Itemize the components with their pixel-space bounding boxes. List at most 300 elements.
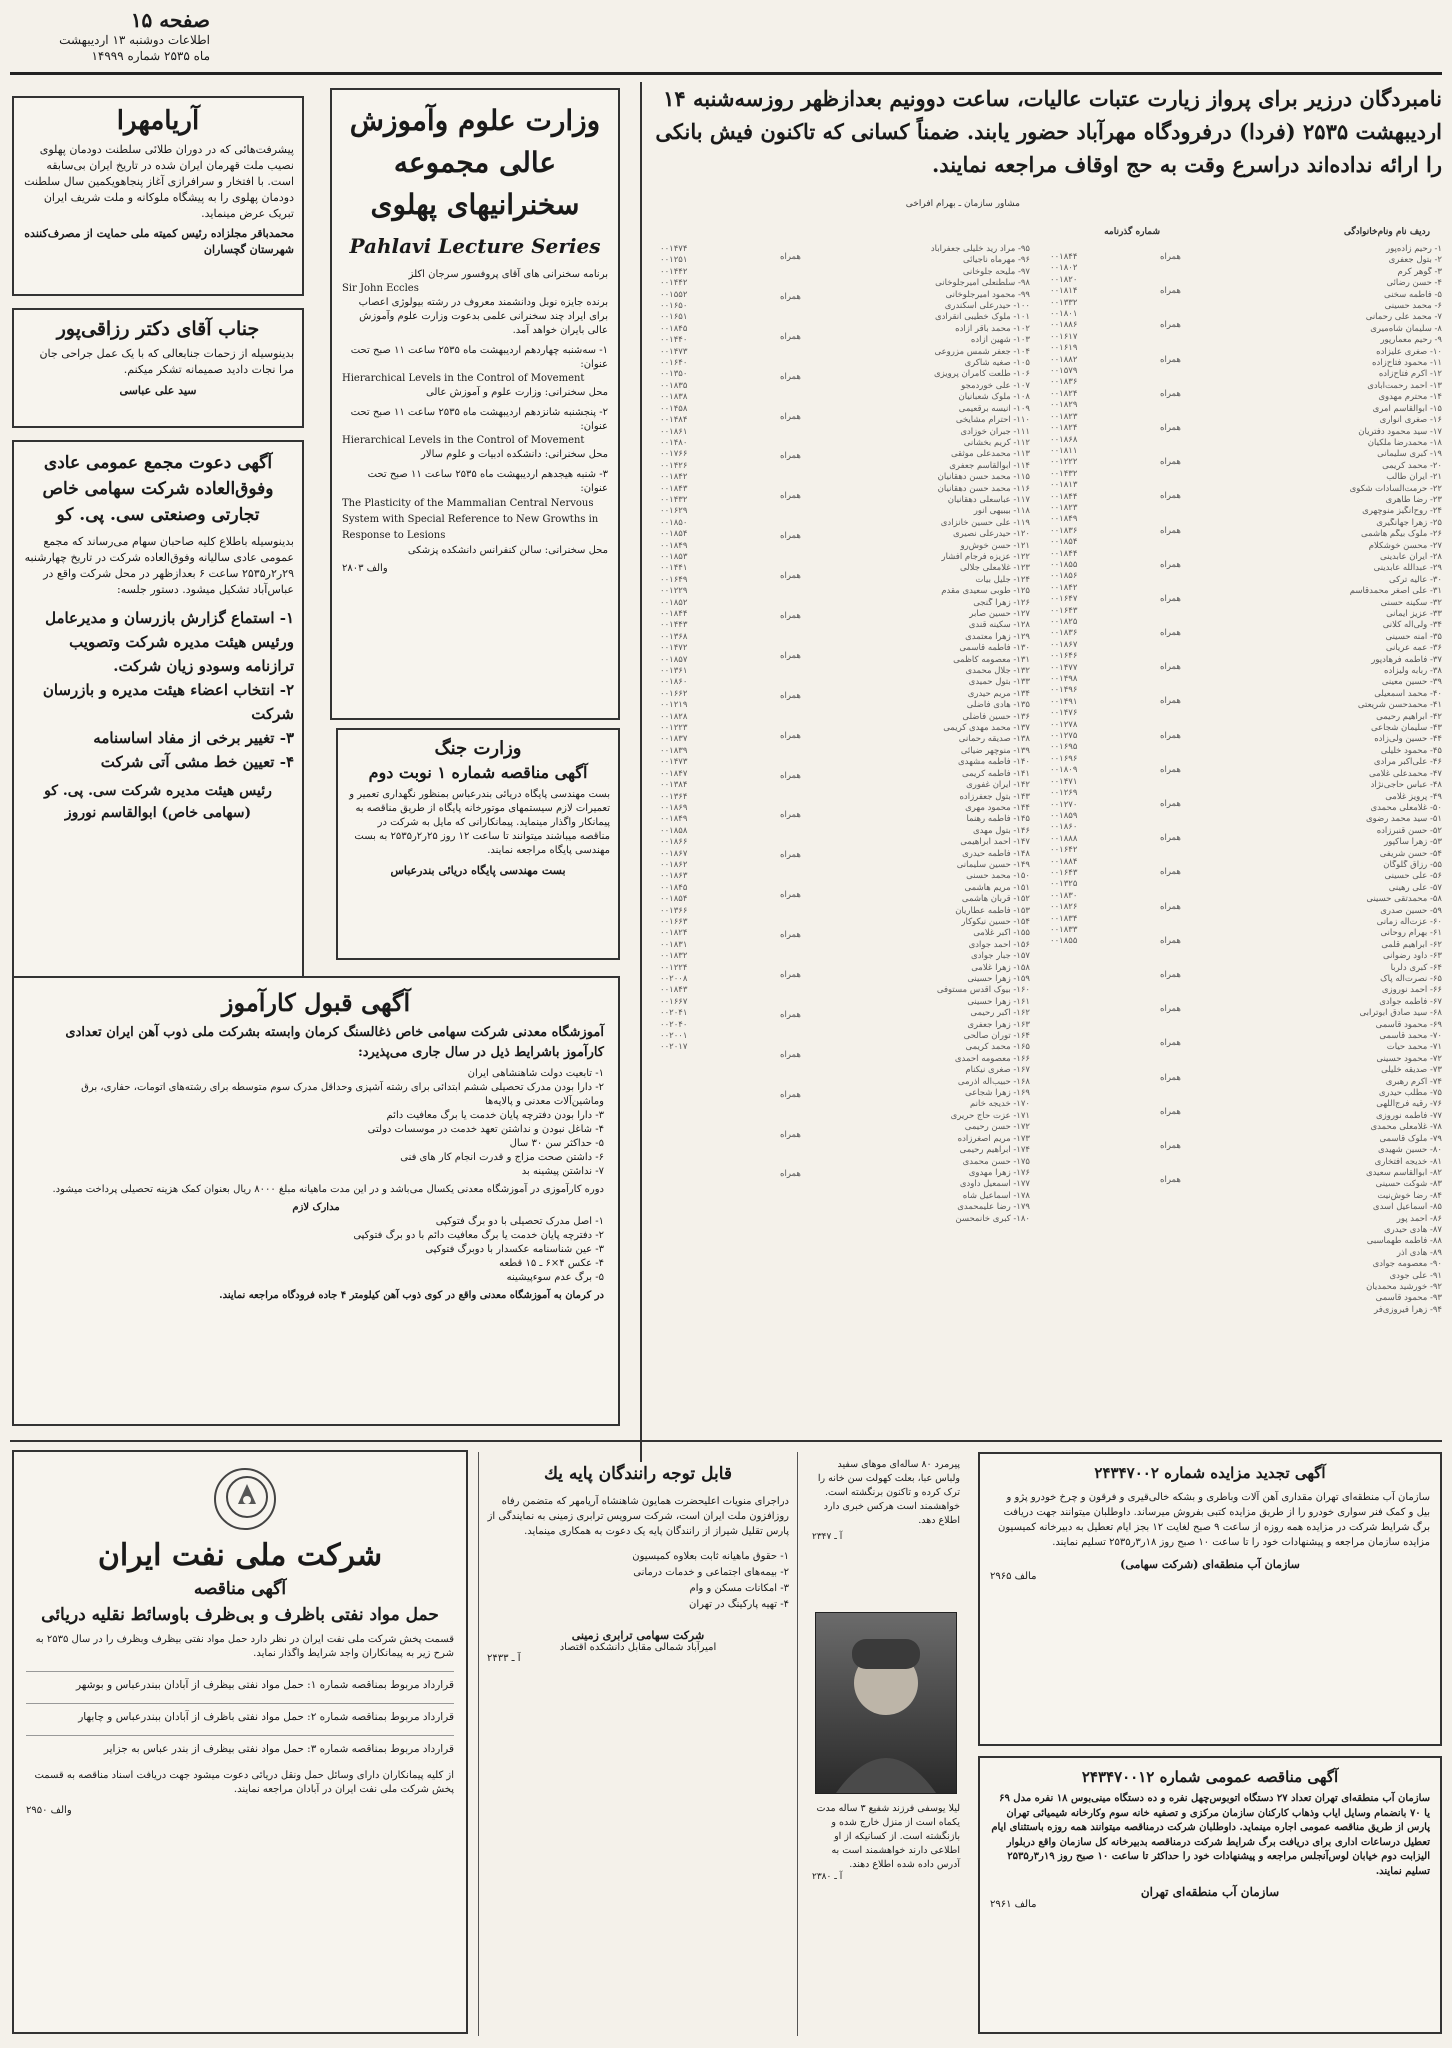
passport-number: ۰۰۱۸۳۳ (1050, 924, 1078, 935)
hajj-list-item: ۷۰- محمد قاسمی (1379, 1031, 1442, 1042)
drivers-item-4: ۴- تهیه پارکینگ در تهران (689, 1599, 789, 1610)
passport-number: ۰۰۱۳۶۶ (660, 905, 688, 916)
hajj-list-item: ۴۵- محمود خلیلی (1380, 745, 1442, 756)
hajj-list-item: ۳۴- ولی‌اله کلانی (1382, 620, 1442, 631)
hajj-list-item: ۵۰- غلامعلی محمدی (1370, 802, 1442, 813)
hajj-list-item: ۱۲۰- حیدرعلی نصیری (953, 529, 1030, 540)
drivers-ad (478, 1452, 798, 2036)
passport-number: ۰۰۱۳۵۰ (660, 369, 688, 380)
passport-number: ۰۰۱۸۴۳ (660, 985, 688, 996)
oil-item-3: قرارداد مربوط بمناقصه شماره ۳: حمل مواد نفتی بیظرف از بندر عباس به جزایر (26, 1735, 454, 1757)
hajj-list-item: ۸۱- خدیجه افتخاری (1374, 1156, 1442, 1167)
passport-number: ۰۰۱۸۵۶ (1050, 571, 1078, 582)
ministry-intro: برنده جایزه نوبل ودانشمند معروف در رشته بیولوژی اعصاب برای ایراد چند سخنرانی علمی بدعوت وزارت علوم وآموزش عالی بایران خواهد آمد. (358, 297, 608, 336)
hajj-list-item: ۲۴- روح‌انگیز منوچهری (1362, 506, 1442, 517)
passport-number: ۰۰۱۸۴۴ (1050, 252, 1078, 262)
assembly-item-2: ۲- انتخاب اعضاء هیئت مدیره و بازرسان شرکت (42, 681, 294, 723)
oil-ad-label: آگهی مناقصه (193, 1579, 287, 1599)
hajj-list-item: ۱۴۸- فاطمه حیدری (962, 848, 1030, 859)
passport-number: ۰۰۱۳۳۲ (1050, 297, 1078, 308)
passport-number: ۰۰۱۸۴۳ (660, 483, 688, 494)
hajj-list-item: ۵۴- حسن شریفی (1379, 848, 1442, 859)
companion-label: همراه (1160, 1038, 1181, 1049)
hajj-list-item: ۹۹- محمود امیرجلوخانی (945, 289, 1030, 300)
assembly-ad (12, 440, 304, 988)
companion-label: همراه (780, 1129, 801, 1140)
issue-number: ماه ۲۵۳۵ شماره ۱۴۹۹۹ (91, 49, 210, 63)
companion-label: همراه (780, 850, 801, 861)
ministry-speaker-fa: برنامه سخنرانی های آقای پروفسور سرجان اکلز (408, 269, 608, 280)
missing-caption: لیلا یوسفی فرزند شفیع ۳ ساله مدت یکماه است از منزل خارج شده و بازنگشته است. از کسانیکه از او اطلاعی دارند خواهشمند است به آدرس داده شده اطلاع دهند. (816, 1803, 960, 1870)
passport-number: ۰۰۱۶۴۹ (660, 574, 688, 585)
companion-label: همراه (1160, 628, 1181, 639)
apprentice-note: دوره کارآموزی در آموزشگاه معدنی یکسال می‌باشد و در این مدت ماهیانه مبلغ ۸۰۰۰ ریال بعنوان کمک هزینه تحصیلی پرداخت میشود. (52, 1184, 604, 1195)
hajj-list-item: ۲- بتول جعفری (1388, 255, 1442, 266)
hajj-list-item: ۱۶۳- زهرا جعفری (967, 1019, 1030, 1030)
hajj-list-item: ۱۲۵- طوبی سعیدی مقدم (941, 586, 1030, 597)
ministry-title: وزارت علوم وآموزش عالی مجموعه سخنرانیهای پهلوی (349, 104, 601, 221)
passport-number: ۰۰۱۸۸۶ (1050, 320, 1078, 331)
passport-number: ۰۰۱۸۲۴ (660, 928, 688, 939)
hajj-list-item: ۱۵۰- محمد حسنی (966, 871, 1030, 882)
passport-number: ۰۰۱۴۷۳ (660, 757, 688, 768)
hajj-names-mid (850, 244, 1030, 1225)
passport-number: ۰۰۱۶۲۹ (660, 506, 688, 517)
companion-label: همراه (780, 491, 801, 502)
hajj-col-header-passport: شماره گذرنامه (1104, 227, 1160, 237)
passport-number: ۰۰۱۸۱۱ (1050, 445, 1078, 456)
passport-number: ۰۰۱۸۴۹ (660, 540, 688, 551)
hajj-list-item: ۱۱۴- ابوالقاسم جعفری (949, 460, 1030, 471)
passport-number: ۰۰۱۸۶۷ (1050, 639, 1078, 650)
passport-number: ۰۰۱۸۲۳ (1050, 411, 1078, 422)
hajj-list-item: ۸۵- اسماعیل اسدی (1372, 1202, 1442, 1213)
hajj-list-item: ۱۵۶- احمد جوادی (968, 939, 1030, 950)
passport-number: ۰۰۱۳۲۵ (1050, 879, 1078, 890)
hajj-list-item: ۳۹- حسین معینی (1381, 677, 1442, 688)
hajj-list-item: ۱۲۲- عزیزه فرجام افشار (941, 551, 1030, 562)
passport-number: ۰۰۱۲۱۹ (660, 700, 688, 711)
hajj-names-right (1270, 244, 1442, 1316)
companion-label: همراه (1160, 901, 1181, 912)
passport-number: ۰۰۱۴۳۲ (660, 494, 688, 505)
hajj-list-item: ۱۵۴- حسین نیکوکار (961, 916, 1030, 927)
passport-number: ۰۰۱۳۶۸ (660, 631, 688, 642)
hajj-list-item: ۱۵۷- جبار جوادی (971, 951, 1030, 962)
passport-number: ۰۰۱۸۱۴ (1050, 286, 1078, 297)
passport-number: ۰۰۱۸۲۸ (660, 711, 688, 722)
passport-number: ۰۰۱۸۳۵ (660, 380, 688, 391)
hajj-list-item: ۴۴- حسین ولی‌زاده (1374, 734, 1442, 745)
passport-number: ۰۰۲۰۴۱ (660, 1008, 688, 1019)
passport-number: ۰۰۱۸۵۹ (1050, 810, 1078, 821)
passport-number: ۰۰۱۸۶۰ (660, 677, 688, 688)
apprentice-req-1: ۱- تابعیت دولت شاهنشاهی ایران (467, 1068, 604, 1079)
hajj-list-item: ۵۱- سید محمد رضوی (1365, 814, 1442, 825)
thanks-title: جناب آقای دکتر رزاقی‌پور (56, 318, 260, 340)
hajj-list-item: ۱۲۶- زهرا گنجی (973, 597, 1030, 608)
oil-code: والف ۲۹۵۰ (26, 1805, 72, 1816)
apprentice-docs-title: مدارک لازم (292, 1202, 340, 1213)
hajj-list-item: ۷۸- غلامعلی محمدی (1370, 1122, 1442, 1133)
hajj-list-item: ۱۶۱- زهرا حسینی (967, 996, 1030, 1007)
hajj-list-item: ۹۸- سلطنعلی امیرجلوخانی (935, 278, 1030, 289)
apprentice-req-2: ۲- دارا بودن مدرک تحصیلی ششم ابتدائی برای رشته آشپزی وحداقل مدرک سوم متوسطه برای رشته‌های اتومات، حفاری، برق وماشین‌آلات معدنی و پالایه‌ها (81, 1082, 604, 1107)
hajj-list-item: ۱۱۶- محمد حسن دهقانیان (937, 483, 1030, 494)
hajj-list-item: ۸۷- هادی حیدری (1384, 1224, 1442, 1235)
hajj-list-item: ۵۵- رزاق گلوگان (1383, 859, 1442, 870)
water-auction-code: مالف ۲۹۶۵ (990, 1571, 1037, 1582)
hajj-list-item: ۴- حسن رضائی (1386, 278, 1442, 289)
passport-number: ۰۰۱۷۶۶ (660, 449, 688, 460)
hajj-list-item: ۱۸- محمدرضا ملکیان (1367, 437, 1442, 448)
hajj-list-item: ۱۶۲- اکبر رحیمی (970, 1008, 1030, 1019)
lecture-2-title: Hierarchical Levels in the Control of Movement (342, 435, 585, 446)
hajj-list-item: ۴۸- عباس حاجی‌نژاد (1370, 780, 1442, 791)
hajj-list-item: ۱۰۴- جعفر شمس مزروعی (934, 346, 1030, 357)
apprentice-req-6: ۶- داشتن صحت مزاج و قدرت انجام کار های فنی (400, 1152, 604, 1163)
passport-number: ۰۰۱۸۳۴ (1050, 913, 1078, 924)
companion-label: همراه (1160, 593, 1181, 604)
lecture-3-title: The Plasticity of the Mammalian Central Nervous System with Special Reference to New Growths in Response to Lesions (342, 498, 599, 541)
passport-number: ۰۰۱۴۴۳ (660, 620, 688, 631)
lecture-1-place: محل سخنرانی: وزارت علوم و آموزش عالی (426, 387, 608, 398)
lecture-3-time: ۳- شنبه هیجدهم اردیبهشت ماه ۲۵۳۵ ساعت ۱۱ صبح تحت عنوان: (367, 469, 608, 494)
hajj-list-item: ۱۴۴- محمود مهری (965, 802, 1030, 813)
hajj-list-item: ۱۱- محمود فتاح‌زاده (1372, 358, 1442, 369)
hajj-list-item: ۱۴۵- فاطمه رهنما (966, 814, 1030, 825)
hajj-list-item: ۱۹- کبری سلیمانی (1377, 449, 1442, 460)
oil-item-2: قرارداد مربوط بمناقصه شماره ۲: حمل مواد نفتی باظرف از آبادان ببندرعباس و چابهار (26, 1703, 454, 1725)
missing-code-2: آ ـ ۲۳۸۰ (812, 1872, 843, 1882)
hajj-list-item: ۶۰- عزت‌اله زمانی (1376, 916, 1442, 927)
drivers-signer: شرکت سهامی ترابری زمینی (571, 1629, 705, 1642)
companion-label: همراه (780, 970, 801, 981)
issue-date: اطلاعات دوشنبه ۱۳ اردیبهشت (59, 33, 210, 47)
passport-number: ۰۰۱۴۷۳ (660, 346, 688, 357)
passport-number: ۰۰۱۶۵۱ (660, 312, 688, 323)
hajj-list-item: ۱۴۲- ایران غفوری (966, 780, 1030, 791)
passport-number: ۰۰۱۸۳۲ (660, 951, 688, 962)
hajj-list-item: ۹- رحیم معمارپور (1380, 335, 1442, 346)
passport-number: ۰۰۱۵۵۲ (660, 289, 688, 300)
water-tender-title: آگهی مناقصه عمومی شماره ۲۴۳۴۷۰۰۱۲ (1081, 1768, 1339, 1786)
hajj-list-item: ۶۳- داود رضوانی (1383, 951, 1442, 962)
hajj-list-item: ۳۲- سکینه حسنی (1380, 597, 1442, 608)
hajj-list-item: ۸۸- فاطمه طهماسبی (1366, 1236, 1442, 1247)
war-signer: بست مهندسی پایگاه دریائی بندرعباس (390, 864, 566, 877)
hajj-advisor: مشاور سازمان ـ بهرام افراخی (905, 199, 1020, 209)
passport-number: ۰۰۱۴۴۰ (660, 335, 688, 346)
hajj-list-item: ۱۰۸- ملوک شعبانیان (958, 392, 1030, 403)
hajj-list-item: ۱۵۸- زهرا غلامی (971, 962, 1030, 973)
companion-label: همراه (1160, 833, 1181, 844)
passport-number: ۰۰۱۸۴۴ (1050, 491, 1078, 502)
water-auction-ad (978, 1452, 1442, 1746)
companion-label: همراه (780, 611, 801, 622)
passport-number: ۰۰۱۸۳۶ (1050, 525, 1078, 536)
companion-label: همراه (780, 930, 801, 941)
hajj-list-item: ۳۱- علی اصغر محمدقاسم (1349, 586, 1442, 597)
passport-number: ۰۰۱۴۷۶ (1050, 708, 1078, 719)
hajj-list-item: ۱۱۵- محمد حسن دهقانیان (937, 472, 1030, 483)
hajj-list-item: ۳۶- عمه عریانی (1385, 643, 1442, 654)
passport-number: ۰۰۱۸۲۵ (1050, 617, 1078, 627)
passport-number: ۰۰۱۸۴۹ (1050, 514, 1078, 525)
companion-label: همراه (1160, 662, 1181, 673)
hajj-list-item: ۷۷- فاطمه نوروزی (1375, 1110, 1442, 1121)
hajj-list-item: ۱۳۳- بتول حمیدی (968, 677, 1030, 688)
hajj-list-item: ۱۰۱- ملوک خطیبی انقرادی (934, 312, 1030, 323)
companion-label: همراه (1160, 1072, 1181, 1083)
apprentice-req-3: ۳- دارا بودن دفترچه پایان خدمت یا برگ معافیت دائم (386, 1110, 604, 1121)
hajj-list-item: ۶۶- احمد نوروزی (1381, 985, 1442, 996)
water-tender-code: مالف ۲۹۶۱ (990, 1899, 1037, 1910)
nioc-emblem-icon (214, 1468, 276, 1530)
passport-number: ۰۰۱۸۳۹ (660, 745, 688, 756)
passport-number: ۰۰۲۰۰۱ (660, 1031, 688, 1042)
hajj-list-item: ۱۴۱- فاطمه کریمی (962, 768, 1030, 779)
hajj-list-item: ۱۲۱- حسن خوش‌رو (960, 540, 1030, 551)
companion-label: همراه (1160, 320, 1181, 331)
missing-ad (806, 1452, 966, 2036)
hajj-list-item: ۵۲- حسن قنبرزاده (1376, 825, 1442, 836)
companion-label: همراه (1160, 252, 1181, 262)
hajj-list-item: ۶۴- کبری دلربا (1390, 962, 1442, 973)
companion-label: همراه (780, 371, 801, 382)
hajj-list-item: ۱۷۰- خدیجه خانم (970, 1099, 1030, 1110)
passport-number: ۰۰۱۲۷۵ (1050, 731, 1078, 742)
passport-number: ۰۰۱۸۲۳ (1050, 502, 1078, 513)
hajj-list-item: ۲۱- ایران طالب (1386, 472, 1442, 483)
drivers-address: امیرآباد شمالی مقابل دانشکده اقتصاد (559, 1642, 717, 1653)
passport-number: ۰۰۱۸۵۲ (660, 597, 688, 608)
hajj-list-item: ۱۷۹- رضا علیمحمدی (957, 1202, 1030, 1213)
passport-number: ۰۰۱۸۴۴ (1050, 548, 1078, 559)
hajj-list-item: ۸۰- حسین شهیدی (1377, 1145, 1442, 1156)
drivers-title: قابل توجه رانندگان پایه یك (543, 1464, 732, 1484)
passport-number: ۰۰۱۸۳۶ (1050, 377, 1078, 388)
hajj-list-item: ۸۹- هادی آذر (1396, 1247, 1442, 1258)
passport-number: ۰۰۱۳۶۱ (660, 666, 688, 677)
passport-number: ۰۰۱۸۰۲ (1050, 263, 1078, 274)
apprentice-req-4: ۴- شاغل نبودن و نداشتن تعهد خدمت در موسسات دولتی (367, 1124, 604, 1135)
passport-number: ۰۰۱۸۰۱ (1050, 309, 1078, 320)
hajj-list-item: ۵۸- محمدتقی حسینی (1366, 894, 1442, 905)
section-rule (10, 1440, 1442, 1442)
companion-label: همراه (780, 890, 801, 901)
passport-number: ۰۰۱۴۷۲ (660, 643, 688, 654)
hajj-list-item: ۱۶- صغری انواری (1379, 415, 1442, 426)
hajj-list-item: ۱۲۹- زهرا معتمدی (965, 631, 1030, 642)
passport-number: ۰۰۱۴۹۱ (1050, 696, 1078, 707)
hajj-list-item: ۹۶- مهرماه ناجیائی (963, 255, 1030, 266)
hajj-list-item: ۶- محمد حسینی (1384, 301, 1442, 312)
hajj-list-item: ۱۰۰- حیدرعلی اسکندری (944, 301, 1030, 312)
oil-brand: شرکت ملی نفت ایران (97, 1538, 383, 1573)
drivers-body: دراجرای منویات اعلیحضرت همایون شاهنشاه آریامهر که متضمن رفاه روزافزون ملت ایران است، شرکت سرویس ترابری زمینی به نمایندگی از پارس تقلیل شیراز از رانندگان پایه یک دعوت به همکاری مینماید. (487, 1496, 789, 1537)
hajj-list-item: ۹۰- معصومه جوادی (1372, 1259, 1442, 1270)
passport-number: ۰۰۱۸۲۰ (1050, 274, 1078, 285)
passport-number: ۰۰۱۸۰۹ (1050, 765, 1078, 776)
column-rule (640, 82, 642, 1462)
hajj-list-item: ۱۱۲- کریم بخشانی (963, 437, 1030, 448)
passport-number: ۰۰۱۶۹۵ (1050, 742, 1078, 753)
passport-number: ۰۰۱۸۴۲ (660, 472, 688, 483)
hajj-list-item: ۱۳۵- هادی فاضلی (966, 700, 1030, 711)
passport-number: ۰۰۱۸۲۶ (1050, 902, 1078, 913)
passport-number: ۰۰۱۲۲۲ (1050, 457, 1078, 468)
companion-label: همراه (780, 451, 801, 462)
assembly-item-1: ۱- استماع گزارش بازرسان و مدیرعامل ورئیس هیئت مدیره شرکت وتصویب ترازنامه وسودو زیان شرکت. (45, 609, 294, 675)
war-ad (336, 728, 620, 960)
passport-number: ۰۰۱۴۵۸ (660, 403, 688, 414)
passport-number: ۰۰۱۸۵۳ (660, 551, 688, 562)
oil-intro: قسمت پخش شرکت ملی نفت ایران در نظر دارد حمل مواد نفتی بیظرف وبظرف را در سال ۲۵۳۵ به شرح زیر به پیمانکاران واجد شرایط واگذار نماید. (35, 1634, 454, 1659)
hajj-list-item: ۱۲۳- غلامعلی جلالی (959, 563, 1030, 574)
hajj-list-item: ۱۴۰- فاطمه مشهدی (957, 757, 1030, 768)
passport-number: ۰۰۱۸۲۹ (1050, 400, 1078, 411)
companion-label: همراه (1160, 491, 1181, 502)
hajj-list-item: ۱۳۰- فاطمه قاسمی (959, 643, 1030, 654)
passport-number: ۰۰۱۴۸۴ (660, 415, 688, 426)
companion-label: همراه (1160, 286, 1181, 297)
companion-label: همراه (780, 810, 801, 821)
companion-label: همراه (1160, 935, 1181, 946)
passport-number: ۰۰۱۴۷۴ (660, 244, 688, 254)
companion-label: همراه (780, 770, 801, 781)
ministry-code: والف ۲۸۰۳ (342, 563, 388, 574)
water-tender-body: سازمان آب منطقه‌ای تهران تعداد ۲۷ دستگاه اتوبوس‌چهل نفره و ده دستگاه مینی‌بوس ۱۸ نفره مدل ۶۹ یا ۷۰ بانضمام وسایل ایاب وذهاب کارکنان سازمان مرکزی و تصفیه خانه سوم وکارخانه شیمیائی تهران پارس از طریق مناقصه عمومی اجاره مینماید. داوطلبان شرکت درمناقصه میتوانند همه روزه باستثنای ایام تعطیل درساعات اداری برای دریافت برگ شرایط شرکت درمناقصه بدبیرخانه کل سازمان واقع دربلوار الیزابت دوم خیابان لوس‌آنجلس مراجعه و پیشنهادات خود را حداکثر تا ساعت ۱۰ صبح روز ۱۹ر۳ر۲۵۳۵ تسلیم نمایند. (991, 1793, 1430, 1877)
companion-label: همراه (1160, 1175, 1181, 1186)
passport-number: ۰۰۱۸۶۹ (660, 802, 688, 813)
companion-label: همراه (780, 411, 801, 422)
passport-number: ۰۰۱۴۴۲ (660, 266, 688, 277)
hajj-list-item: ۱۶۵- محمد کریمی (965, 1042, 1030, 1053)
ministry-subtitle: Pahlavi Lecture Series (349, 234, 601, 258)
hajj-companion-mid (780, 252, 840, 1209)
lecture-1-time: ۱- سه‌شنبه چهاردهم اردیبهشت ماه ۲۵۳۵ ساعت ۱۱ صبح تحت عنوان: (350, 345, 608, 370)
hajj-list-item: ۱۰۹- انیسه برقعیمی (958, 403, 1030, 414)
hajj-list-item: ۲۹- عبدالله عابدینی (1373, 563, 1442, 574)
hajj-list-item: ۱۶۶- معصومه احمدی (954, 1053, 1030, 1064)
hajj-list-item: ۱۶۰- بیوک اقدس مستوفی (936, 985, 1030, 996)
passport-number: ۰۰۱۸۶۷ (660, 848, 688, 859)
passport-number: ۰۰۱۲۲۹ (660, 586, 688, 597)
hajj-list-item: ۱۶۷- صغری نیکنام (965, 1065, 1030, 1076)
passport-number: ۰۰۱۸۱۳ (1050, 480, 1078, 491)
companion-label: همراه (780, 1049, 801, 1060)
companion-label: همراه (1160, 457, 1181, 468)
hajj-list-item: ۱۷۷- اسمعیل داودی (959, 1179, 1030, 1190)
hajj-list-item: ۱۷۴- ابراهیم رحیمی (959, 1145, 1030, 1156)
assembly-title: آگهی دعوت مجمع عمومی عادی وفوق‌العاده شرکت سهامی خاص تجارتی وصنعتی سی. پی. کو (42, 453, 274, 525)
hajj-list-item: ۱۴۶- بتول مهدی (972, 825, 1030, 836)
passport-number: ۰۰۱۲۲۳ (660, 723, 688, 734)
passport-number: ۰۰۲۰۱۷ (660, 1042, 688, 1053)
companion-label: همراه (780, 331, 801, 342)
companion-label: همراه (780, 650, 801, 661)
hajj-list-item: ۷۲- محمود حسینی (1376, 1053, 1442, 1064)
companion-label: همراه (780, 531, 801, 542)
apprentice-req-7: ۷- نداشتن پیشینه بد (521, 1166, 604, 1177)
companion-label: همراه (780, 1009, 801, 1020)
passport-number: ۰۰۱۸۶۸ (1050, 434, 1078, 445)
companion-label: همراه (780, 1089, 801, 1100)
hajj-list-item: ۱۳- احمد رحمت‌آبادی (1367, 380, 1442, 391)
hajj-list-item: ۱۷۳- مریم اصغرزاده (957, 1133, 1030, 1144)
hajj-list-item: ۳۸- ربابه ولیزاده (1384, 666, 1442, 677)
passport-number: ۰۰۱۲۷۰ (1050, 799, 1078, 810)
water-auction-title: آگهی تجدید مزایده شماره ۲۴۳۴۷۰۰۲ (1094, 1464, 1326, 1482)
hajj-list-item: ۲۰- محمد کریمی (1382, 460, 1442, 471)
missing-body: پیرمرد ۸۰ ساله‌ای موهای سفید ولباس عبا، بعلت کهولت سن خانه را ترک کرده و تاکنون برنگشته است. خواهشمند است هرکس خبری دارد اطلاع دهد. (817, 1459, 960, 1526)
passport-number: ۰۰۱۸۴۷ (660, 768, 688, 779)
hajj-list-item: ۵۷- علی رهینی (1388, 882, 1442, 893)
companion-label: همراه (780, 291, 801, 302)
hajj-list-item: ۱۸۰- کبری خانمحسن (955, 1213, 1030, 1224)
passport-number: ۰۰۱۸۴۹ (660, 814, 688, 825)
hajj-list-item: ۸۶- احمد پور (1396, 1213, 1442, 1224)
hajj-list-item: ۱۱۱- جبران خوزادی (960, 426, 1030, 437)
passport-number: ۰۰۱۸۶۳ (660, 871, 688, 882)
hajj-list-item: ۵- فاطمه سخنی (1383, 289, 1442, 300)
hajj-list-item: ۴۲- ابراهیم رحیمی (1376, 711, 1442, 722)
hajj-list-item: ۱۶۸- حبیب‌اله آذرمی (957, 1076, 1030, 1087)
hajj-list-item: ۲۸- ایران عابدینی (1380, 551, 1442, 562)
hajj-list-item: ۵۹- حسین صدری (1380, 905, 1442, 916)
apprentice-doc-1: ۱- اصل مدرک تحصیلی با دو برگ فتوکپی (435, 1216, 604, 1227)
hajj-list-item: ۲۳- رضا طاهری (1385, 494, 1442, 505)
passport-number: ۰۰۱۸۶۱ (660, 426, 688, 437)
passport-number: ۰۰۱۸۴۵ (660, 323, 688, 334)
companion-label: همراه (1160, 1106, 1181, 1117)
passport-number: ۰۰۱۸۲۴ (1050, 423, 1078, 434)
passport-number: ۰۰۲۰۰۸ (660, 974, 688, 984)
hajj-list-item: ۱۶۴- توران صالحی (963, 1031, 1030, 1042)
passport-number: ۰۰۱۶۵۰ (660, 301, 688, 312)
passport-number: ۰۰۱۳۸۴ (660, 780, 688, 791)
hajj-list-item: ۱۷۱- عزت حاج حریری (950, 1110, 1030, 1121)
hajj-list-item: ۱۷۲- حسن رحیمی (964, 1122, 1030, 1133)
hajj-list-item: ۱۲- اکرم فتاح‌زاده (1378, 369, 1442, 380)
hajj-list-item: ۱۰۷- علی خوردمجو (961, 380, 1030, 391)
lecture-2-time: ۲- پنجشنبه شانزدهم اردیبهشت ماه ۲۵۳۵ ساعت ۱۱ صبح تحت عنوان: (350, 407, 608, 432)
hajj-list-item: ۱۱۰- احترام مشایخی (955, 415, 1030, 426)
companion-label: همراه (780, 690, 801, 701)
hajj-list-item: ۷۳- صدیقه خلیلی (1381, 1065, 1442, 1076)
war-subtitle: آگهی مناقصه شماره ۱ نوبت دوم (368, 763, 588, 782)
hajj-list-item: ۱۷۵- حسن محمدی (962, 1156, 1030, 1167)
drivers-item-2: ۲- بیمه‌های اجتماعی و خدمات درمانی (633, 1567, 789, 1578)
companion-label: همراه (1160, 867, 1181, 878)
passport-number: ۰۰۱۶۴۶ (1050, 651, 1078, 662)
hajj-list-item: ۹۲- خورشید محمدیان (1366, 1281, 1442, 1292)
hajj-list-item: ۵۳- زهرا ساکپور (1384, 837, 1442, 848)
apprentice-subtitle: آموزشگاه معدنی شرکت سهامی خاص ذغالسنگ کرمان وابسته بشرکت ملی ذوب آهن ایران تعدادی کارآموز باشرایط ذیل در سال جاری می‌پذیرد: (65, 1025, 604, 1060)
companion-label: همراه (1160, 1140, 1181, 1151)
hajj-list-item: ۱۴- محترم مهدوی (1378, 392, 1442, 403)
aryamehr-body: پیشرفت‌هائی که در دوران طلائی سلطنت دودمان پهلوی نصیب ملت قهرمان ایران شده در تاریخ ایران بی‌سابقه است. با افتخار و سرافرازی آغاز پنجاهویکمین سال سلطنت دودمان پهلوی را به پیشگاه ملوکانه و ملت شریف ایران تبریک عرض مینماید. (24, 143, 294, 220)
water-auction-signer: سازمان آب منطقه‌ای (شرکت سهامی) (1120, 1558, 1300, 1571)
hajj-list-item: ۱۵۳- فاطمه عطاریان (955, 905, 1030, 916)
passport-number: ۰۰۱۸۵۴ (660, 529, 688, 540)
passport-number: ۰۰۱۸۴۲ (1050, 582, 1078, 593)
companion-label: همراه (1160, 764, 1181, 775)
drivers-item-3: ۳- امکانات مسکن و وام (689, 1583, 789, 1594)
hajj-list-item: ۱۰۶- طلعت کامران پرویزی (933, 369, 1030, 380)
hajj-list-item: ۱۴۷- احمد ابراهیمی (960, 837, 1030, 848)
